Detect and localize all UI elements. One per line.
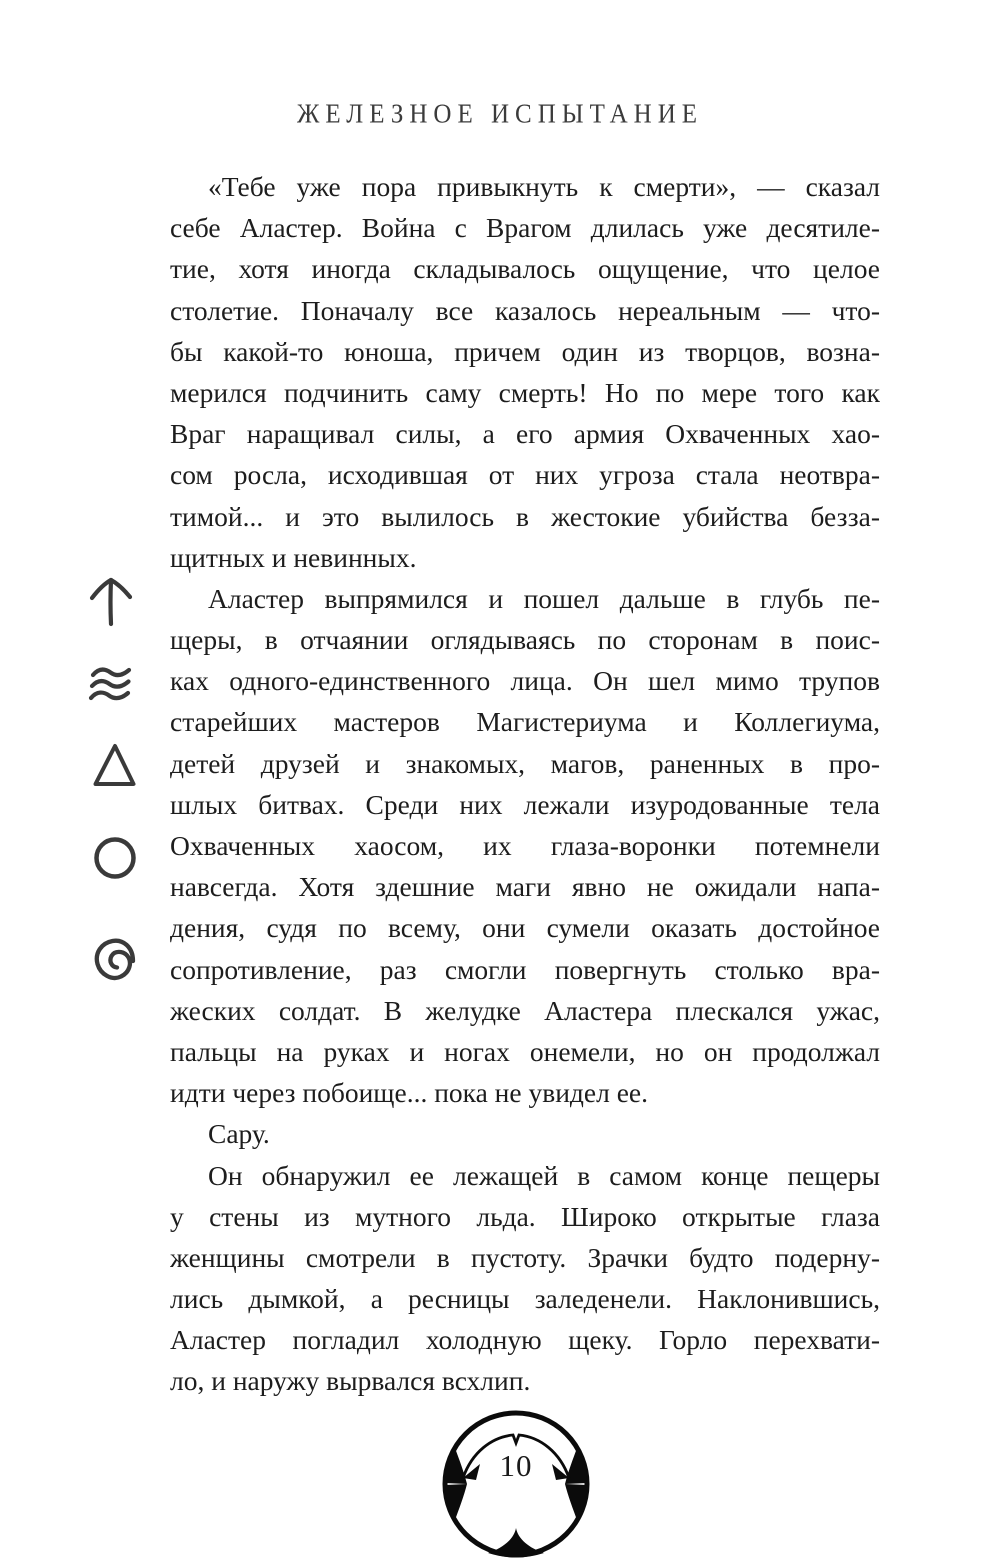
text-line: ках одного-единственного лица. Он шел мимо трупов: [170, 665, 880, 697]
text-line: детей друзей и знакомых, магов, раненных в про-: [170, 747, 880, 779]
text-line: старейших мастеров Магистериума и Коллегиума,: [170, 706, 880, 738]
text-line: шлых битвах. Среди них лежали изуродованные тела: [170, 788, 880, 820]
text-line: Он обнаружил ее лежащей в самом конце пещеры: [208, 1159, 880, 1191]
text-line: Охваченных хаосом, их глаза-воронки потемнели: [170, 830, 880, 861]
paragraph: [170, 578, 880, 1113]
text-column: [170, 166, 880, 1402]
text-line: себе Аластер. Война с Врагом длилась уже десятиле-: [170, 212, 880, 244]
text-line: женщины смотрели в пустоту. Зрачки будто подерну-: [170, 1241, 880, 1273]
text-line: навсегда. Хотя здешние маги явно не ожидали напа-: [170, 871, 880, 903]
text-line: щитных и невинных.: [170, 541, 417, 573]
text-line: тие, хотя иногда складывалось ощущение, что целое: [170, 253, 880, 285]
text-line: Аластер выпрямился и пошел дальше в глубь пе-: [208, 582, 880, 614]
text-line: «Тебе уже пора привыкнуть к смерти», — сказал: [208, 171, 880, 202]
chapter-header: ЖЕЛЕЗНОЕ ИСПЫТАНИЕ: [296, 99, 704, 130]
text-line: дения, судя по всему, они сумели оказать достойное: [170, 912, 880, 944]
text-line: мерился подчинить саму смерть! Но по мере того как: [170, 376, 880, 408]
text-line: щеры, в отчаянии оглядываясь по сторонам в поис-: [170, 624, 880, 656]
circle-icon: [90, 833, 140, 883]
paragraph: [170, 1113, 880, 1154]
text-line: жеских солдат. В желудке Аластера плескался ужас,: [170, 994, 880, 1026]
paragraph: [170, 1155, 880, 1402]
text-line: лись дымкой, а ресницы заледенели. Наклонившись,: [170, 1283, 880, 1315]
text-line: у стены из мутного льда. Широко открытые глаза: [170, 1200, 880, 1232]
text-line: сом росла, исходившая от них угроза стала неотвра-: [170, 459, 880, 491]
text-line: бы какой-то юноша, причем один из творцов, возна-: [170, 335, 880, 367]
text-line: столетие. Поначалу все казалось нереальным — что-: [170, 294, 880, 326]
text-line: идти через побоище... пока не увидел ее.: [170, 1077, 649, 1109]
page-number: 10: [499, 1448, 533, 1483]
text-line: тимой... и это вылилось в жестокие убийства безза-: [170, 500, 880, 532]
triangle-icon: [87, 737, 141, 795]
waves-icon: [86, 662, 136, 712]
text-line: ло, и наружу вырвался всхлип.: [170, 1365, 531, 1397]
text-line: Сару.: [208, 1118, 270, 1150]
text-line: Аластер погладил холодную щеку. Горло перехвати-: [170, 1324, 880, 1356]
arrow-up-icon: [83, 570, 139, 628]
paragraph: [170, 166, 880, 578]
text-line: пальцы на руках и ногах онемели, но он продолжал: [170, 1035, 880, 1067]
text-line: сопротивление, раз смогли повергнуть столько вра-: [170, 953, 880, 985]
text-line: Враг наращивал силы, а его армия Охваченных хао-: [170, 418, 880, 450]
spiral-icon: [86, 930, 140, 988]
page-number-emblem: [436, 1402, 596, 1552]
